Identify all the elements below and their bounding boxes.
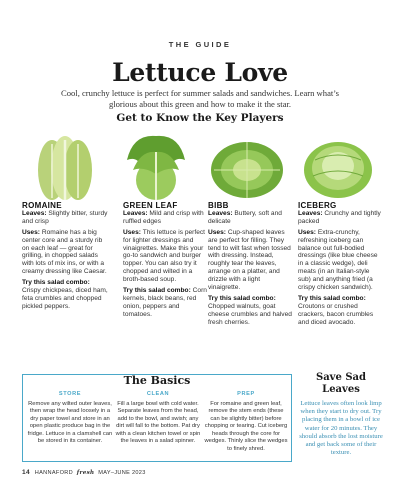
leaves-label: Leaves: [298,209,323,217]
variety-name: GREEN LEAF [123,201,178,210]
green-leaf-lettuce-image [113,130,199,202]
basics-title: The Basics [123,374,191,387]
variety-name: ICEBERG [298,201,337,210]
variety-green-leaf [123,202,209,319]
basics-box [22,374,292,462]
leaves-label: Leaves: [22,209,47,217]
basics-heading: CLEAN [146,391,170,397]
variety-iceberg [298,202,384,327]
leaves-label: Leaves: [123,209,148,217]
intro-text: Cool, crunchy lettuce is perfect for summer salads and sandwiches. Learn what’s glorious about this green and how to make it the star. [60,88,339,109]
uses-label: Uses: [123,228,141,236]
variety-name: ROMAINE [22,201,62,210]
combo-label: Try this salad combo: [22,279,90,287]
basics-heading: STORE [58,391,82,397]
uses-label: Uses: [208,228,226,236]
basics-text: Fill a large bowl with cold water. Separate leaves from the head, add to the bowl, and swish; any dirt will fall to the bottom. Pat dry with a clean kitchen towel or spin the leaves in a salad spinner. [115,400,201,444]
combo-text: Chopped walnuts, goat cheese crumbles and halved fresh cherries. [208,302,292,326]
sidebar-title: Save Sad Leaves [315,372,367,395]
leaves-label: Leaves: [208,209,233,217]
romaine-lettuce-image [22,130,108,202]
basics-heading: PREP [237,391,255,397]
variety-name: BIBB [208,201,229,210]
section-label: THE GUIDE [168,40,232,49]
leaves-text: Buttery, soft and delicate [208,209,282,225]
leaves-text: Slightly bitter, sturdy and crisp [22,209,108,225]
page-number: 14 [22,469,30,476]
uses-label: Uses: [22,228,40,236]
combo-text: Croutons or crushed crackers, bacon crumbles and diced avocado. [298,302,374,326]
combo-text: Crispy chickpeas, diced ham, feta crumbles and chopped pickled peppers. [22,287,108,310]
key-players-heading: Get to Know the Key Players [116,112,284,124]
uses-text: Cup-shaped leaves are perfect for filling. They tend to wilt fast when tossed with dressing. Instead, roughly tear the leaves, arrange on a platter, and drizzle with a light vinaigrette. [208,228,291,292]
leaves-text: Crunchy and tightly packed [298,209,381,225]
variety-romaine [22,202,108,311]
save-sad-leaves-sidebar [298,372,384,457]
iceberg-lettuce-image [295,130,381,202]
variety-bibb [208,202,294,327]
issue-date: MAY–JUNE 2023 [98,470,146,476]
page-title: Lettuce Love [112,58,288,87]
combo-label: Try this salad combo: [208,294,276,302]
uses-label: Uses: [298,228,316,236]
magazine-brand: fresh [76,470,95,476]
basics-text: For romaine and green leaf, remove the stem ends (these can be slightly bitter) before chopping or tearing. Cut iceberg heads through the core for wedges. Thinly slice the wedges to finely shred. [204,400,288,452]
basics-clean [115,391,201,446]
publisher-name: HANNAFORD [34,470,73,476]
uses-text: This lettuce is perfect for lighter dressings and vinaigrettes. Make this your go-to sandwich and burger topper. You can also try it chopped and wilted in a broth-based soup. [123,228,205,284]
page-footer [22,469,146,476]
uses-text: Romaine has a big center core and a sturdy rib on each leaf — great for grilling, in chopped salads with lots of mix ins, or with a creamy dressing like Caesar. [22,228,107,276]
bibb-lettuce-image [204,130,290,202]
combo-label: Try this salad combo: [123,287,191,295]
basics-text: Remove any wilted outer leaves, then wrap the head loosely in a dry paper towel and store in an open plastic produce bag in the fridge. Lettuce in a clamshell can be stored in its container. [27,400,113,444]
uses-text: Extra-crunchy, refreshing iceberg can balance out full-bodied dressings (like blue cheese in a classic wedge), deli meats (in an Italian-style sub) and anything fried (a crispy chicken sandwich). [298,228,378,292]
basics-store [27,391,113,446]
leaves-text: Mild and crisp with ruffled edges [123,209,204,225]
basics-prep [203,391,289,453]
sidebar-text: Lettuce leaves often look limp when they start to dry out. Try placing them in a bowl of ice water for 20 minutes. They should absorb the lost moisture and get back some of their texture. [299,400,383,457]
combo-text: Corn kernels, black beans, red onion, peppers and tomatoes. [123,287,207,318]
combo-label: Try this salad combo: [298,294,366,302]
